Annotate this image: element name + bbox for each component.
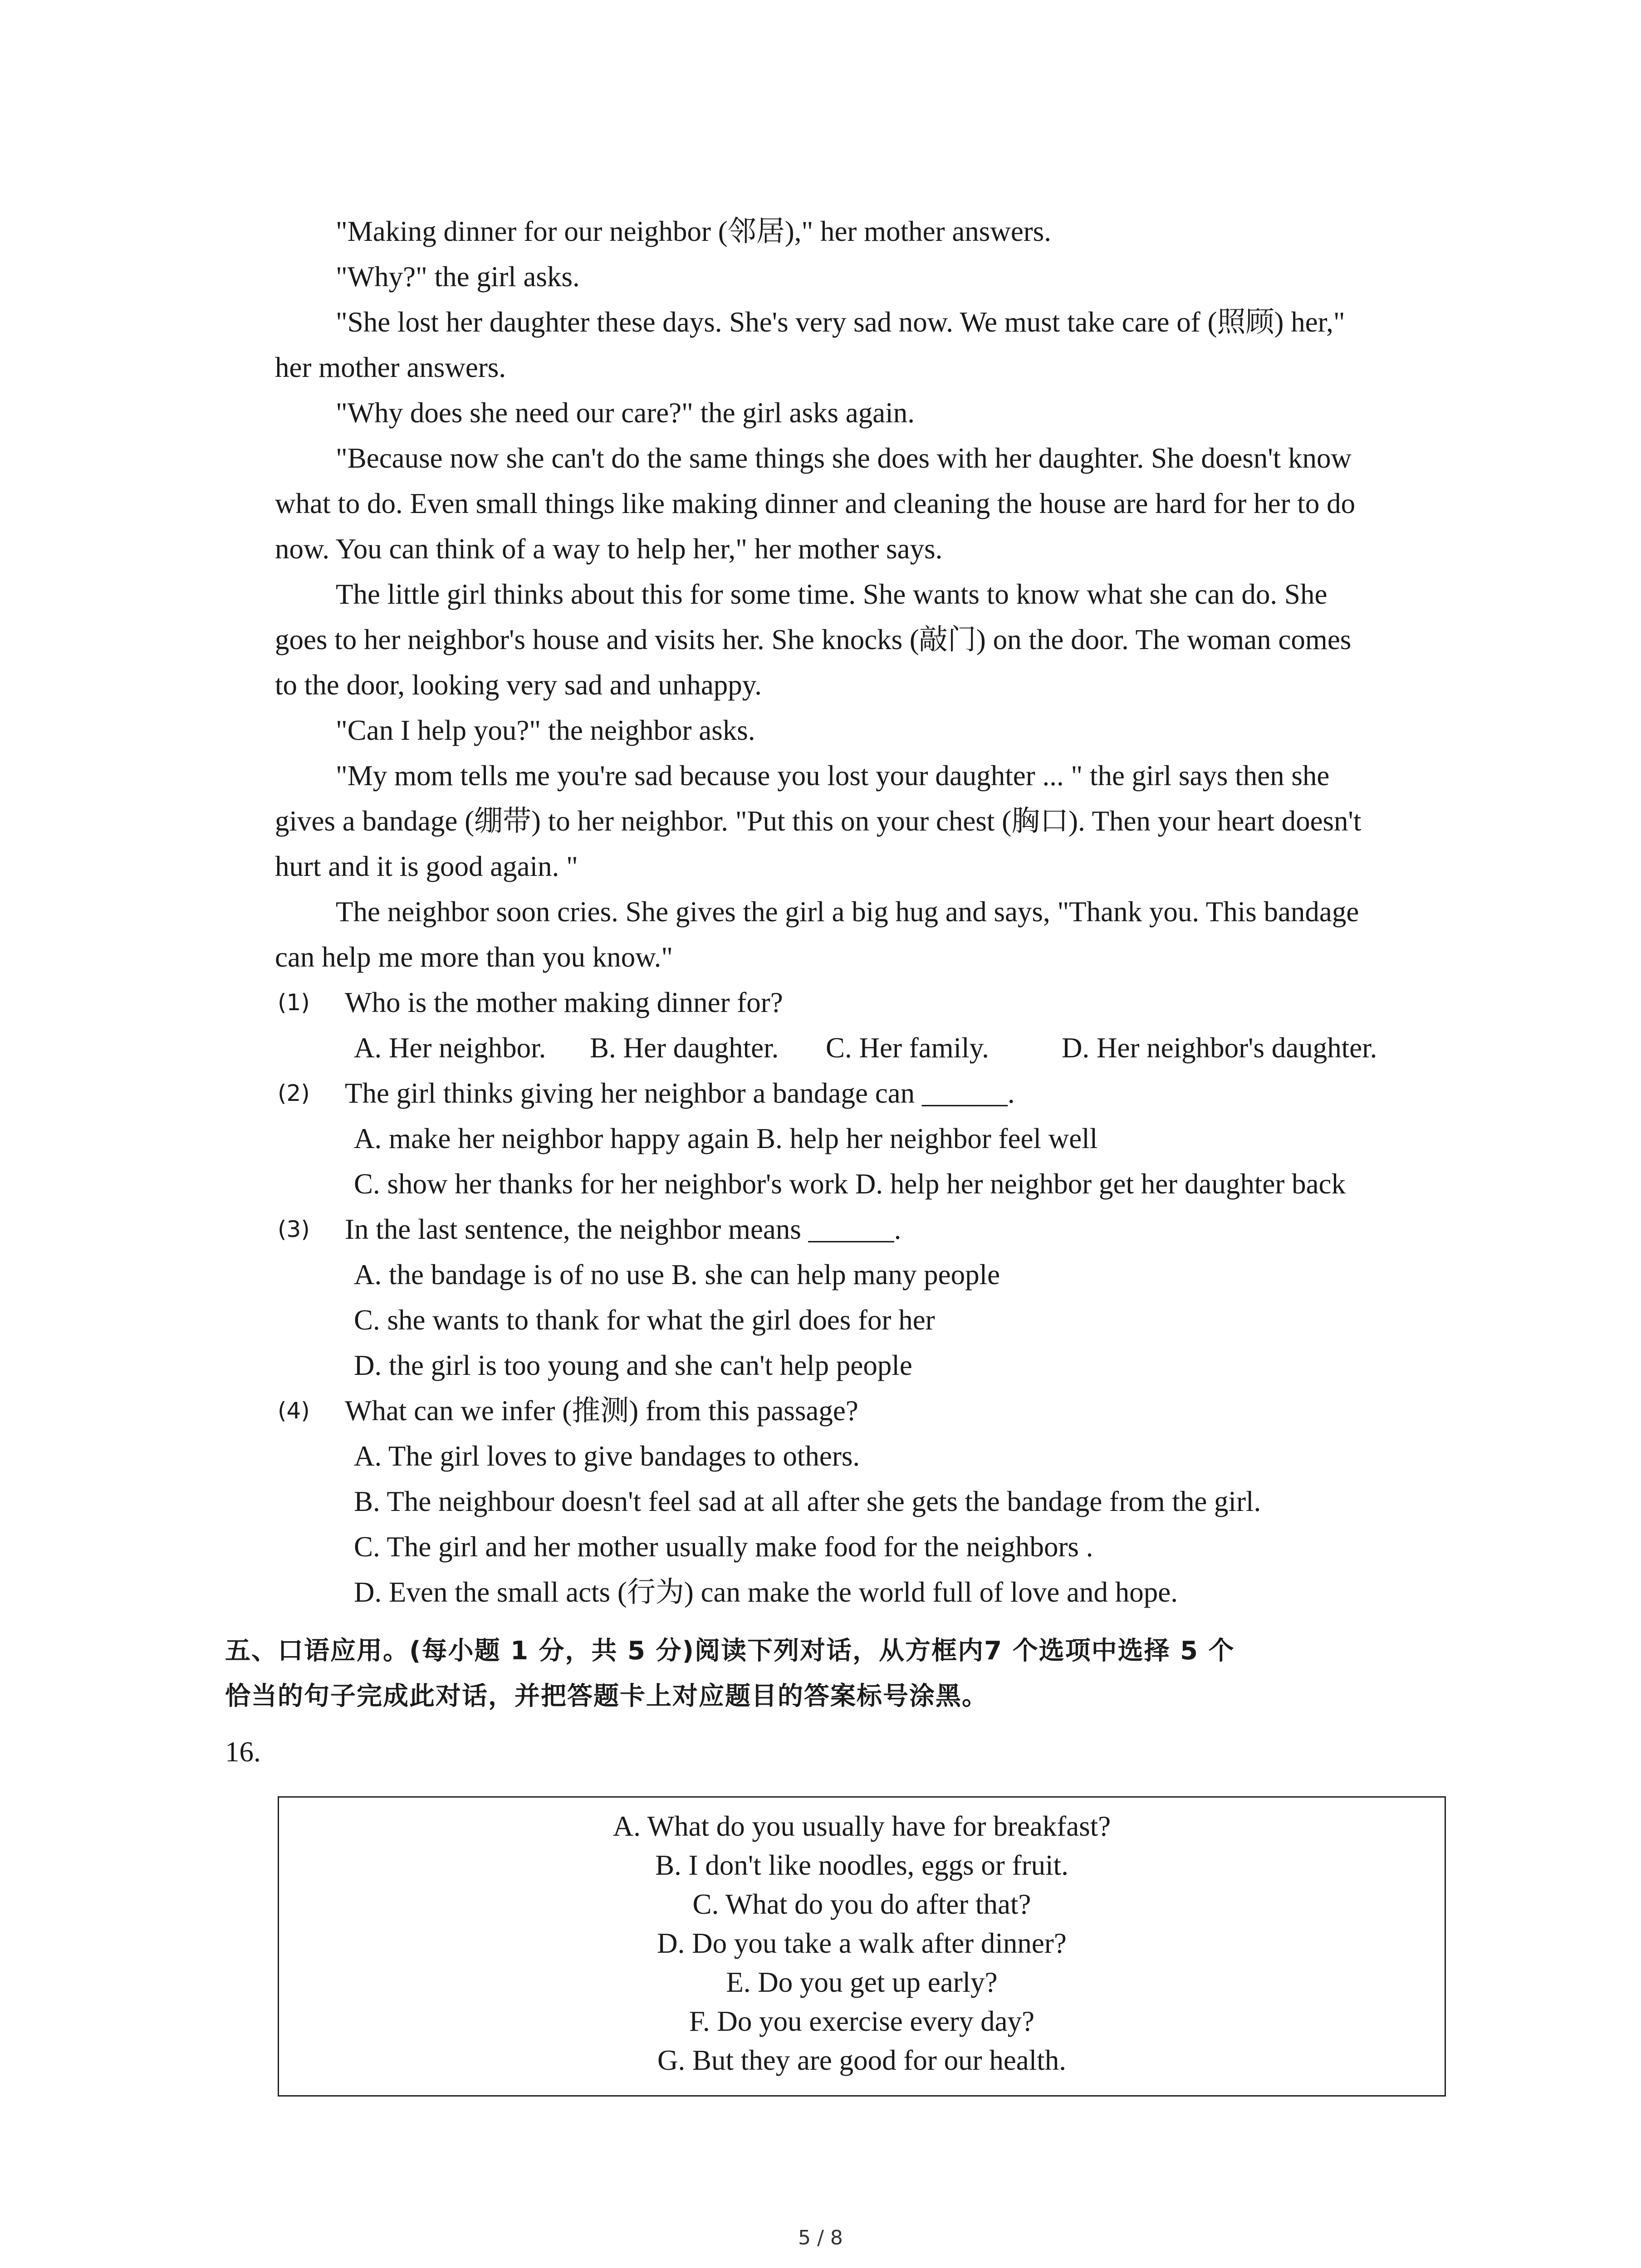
passage-line: "Because now she can't do the same things she does with her daughter. She doesn't know <box>336 442 1352 474</box>
question-number: (3) <box>278 1216 310 1242</box>
option-line: D. the girl is too young and she can't help people <box>354 1349 912 1381</box>
question-stem: The girl thinks giving her neighbor a bandage can ______. <box>345 1077 1015 1109</box>
option-a: A. Her neighbor. <box>354 1032 546 1064</box>
option-line: C. she wants to thank for what the girl does for her <box>354 1304 935 1336</box>
question-number: (4) <box>278 1398 310 1424</box>
passage-line: gives a bandage (绷带) to her neighbor. "Put this on your chest (胸口). Then your heart doesn't <box>275 805 1362 837</box>
passage-line: goes to her neighbor's house and visits her. She knocks (敲门) on the door. The woman comes <box>275 624 1352 655</box>
option-line: A. the bandage is of no use B. she can help many people <box>354 1259 1000 1290</box>
passage-line: "Can I help you?" the neighbor asks. <box>336 714 755 746</box>
option-line: C. show her thanks for her neighbor's work D. help her neighbor get her daughter back <box>354 1168 1346 1200</box>
question-number: (2) <box>278 1080 310 1106</box>
option-d: D. Her neighbor's daughter. <box>1062 1032 1377 1064</box>
box-option-d: D. Do you take a walk after dinner? <box>657 1927 1067 1959</box>
passage-line: hurt and it is good again. " <box>275 850 578 882</box>
box-option-c: C. What do you do after that? <box>692 1888 1031 1920</box>
box-option-b: B. I don't like noodles, eggs or fruit. <box>655 1849 1068 1881</box>
passage-line: "Why does she need our care?" the girl asks again. <box>336 397 915 429</box>
question-number: (1) <box>278 989 310 1016</box>
passage-line: The little girl thinks about this for some time. She wants to know what she can do. She <box>336 578 1327 610</box>
box-option-a: A. What do you usually have for breakfast? <box>612 1810 1111 1842</box>
option-b: B. Her daughter. <box>590 1032 779 1064</box>
box-option-g: G. But they are good for our health. <box>657 2044 1066 2076</box>
passage-line: her mother answers. <box>275 352 506 383</box>
section-heading-cont: 恰当的句子完成此对话，并把答题卡上对应题目的答案标号涂黑。 <box>225 1681 988 1711</box>
option-line: A. make her neighbor happy again B. help her neighbor feel well <box>354 1123 1098 1154</box>
question-stem: Who is the mother making dinner for? <box>345 987 783 1018</box>
box-option-f: F. Do you exercise every day? <box>689 2005 1035 2037</box>
passage-line: The neighbor soon cries. She gives the girl a big hug and says, "Thank you. This bandage <box>336 896 1359 928</box>
question-stem: In the last sentence, the neighbor means ______. <box>345 1213 901 1245</box>
passage-line: "She lost her daughter these days. She's very sad now. We must take care of (照顾) her," <box>336 306 1345 338</box>
question-stem: What can we infer (推测) from this passage? <box>345 1395 858 1427</box>
question-number-16: 16. <box>225 1736 261 1768</box>
passage-line: to the door, looking very sad and unhappy. <box>275 669 762 701</box>
option-line: A. The girl loves to give bandages to others. <box>354 1440 860 1472</box>
passage-line: what to do. Even small things like making dinner and cleaning the house are hard for her to do <box>275 488 1356 519</box>
section-heading: 五、口语应用。(每小题 1 分，共 5 分)阅读下列对话，从方框内7 个选项中选择 5 个 <box>225 1636 1235 1666</box>
passage-line: "Making dinner for our neighbor (邻居)," her mother answers. <box>336 215 1052 247</box>
options-box <box>278 1796 1446 2097</box>
passage-line: can help me more than you know." <box>275 941 673 973</box>
passage-line: "Why?" the girl asks. <box>336 261 580 293</box>
passage-line: now. You can think of a way to help her," her mother says. <box>275 533 943 565</box>
option-line: C. The girl and her mother usually make food for the neighbors . <box>354 1531 1093 1563</box>
option-line: B. The neighbour doesn't feel sad at all after she gets the bandage from the girl. <box>354 1486 1261 1517</box>
passage-line: "My mom tells me you're sad because you lost your daughter ... " the girl says then she <box>336 760 1330 792</box>
box-option-e: E. Do you get up early? <box>726 1966 998 1998</box>
option-line: D. Even the small acts (行为) can make the world full of love and hope. <box>354 1576 1178 1608</box>
option-c: C. Her family. <box>826 1032 989 1064</box>
page-number: 5 / 8 <box>798 2226 843 2249</box>
